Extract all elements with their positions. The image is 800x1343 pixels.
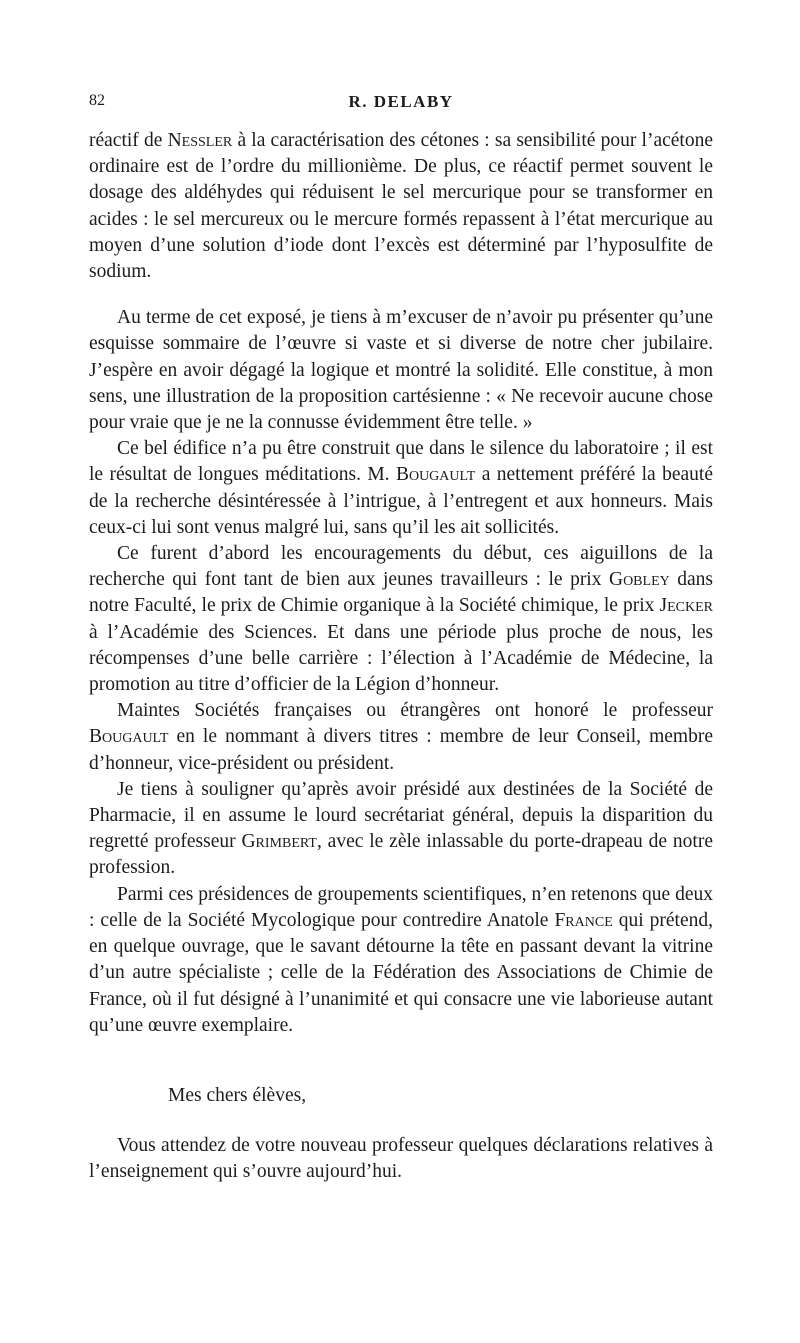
author-name: France: [554, 909, 613, 931]
author-name: Nessler: [167, 130, 233, 151]
salutation: Mes chers élèves,: [168, 1084, 307, 1106]
running-title: R. DELABY: [348, 92, 454, 111]
paragraph-continuation: réactif de Nessler à la caractérisation des cétones : sa sensibilité pour l’acétone ordinaire est de l’ordre du millionième. De plus, ce réactif permet souvent le dosage des aldéhydes qui réduisent le sel mercurique pour se transformer en acides : le sel mercureux ou le mercure formés repassent à l’état mercurique au moyen d’une solution d’iode dont l’excès est déterminé par l’hyposulfite de sodium.: [89, 130, 713, 283]
paragraph: Je tiens à souligner qu’après avoir présidé aux destinées de la Société de Pharmacie, il en assume le lourd secrétariat général, depuis la disparition du regretté professeur Grimbert, avec le zèle inlassable du porte-drapeau de notre profession.: [89, 778, 713, 879]
paragraph: Maintes Sociétés françaises ou étrangères ont honoré le professeur Bougault en le nommant à divers titres : membre de leur Conseil, membre d’honneur, vice-président ou président.: [89, 700, 713, 774]
author-name: Gobley: [608, 569, 670, 591]
author-name: Bougault: [89, 726, 169, 748]
paragraph: Vous attendez de votre nouveau professeur quelques déclarations relatives à l’enseignement qui s’ouvre aujourd’hui.: [89, 1135, 713, 1183]
body-text: [89, 128, 713, 1186]
page-number: 82: [89, 92, 105, 109]
paragraph: Parmi ces présidences de groupements scientifiques, n’en retenons que deux : celle de la Société Mycologique pour contredire Anatole France qui prétend, en quelque ouvrage, que le savant détourne la tête en passant devant la vitrine d’un autre spécialiste ; celle de la Fédération des Associations de Chimie de France, où il fut désigné à l’unanimité et qui consacre une vie laborieuse autant qu’une œuvre exemplaire.: [89, 883, 714, 1036]
author-name: Grimbert: [241, 831, 317, 853]
paragraph: Au terme de cet exposé, je tiens à m’excuser de n’avoir pu présenter qu’une esquisse sommaire de l’œuvre si vaste et si diverse de notre cher jubilaire. J’espère en avoir dégagé la logique et montré la solidité. Elle constitue, à mon sens, une illustration de la proposition cartésienne : « Ne recevoir aucune chose pour vraie que je ne la connusse évidemment être telle. »: [89, 307, 713, 434]
paragraph: Ce bel édifice n’a pu être construit que dans le silence du laboratoire ; il est le résultat de longues méditations. M. Bougault a nettement préféré la beauté de la recherche désintéressée à l’intrigue, à l’entregent et aux honneurs. Mais ceux-ci lui sont venus malgré lui, sans qu’il les ait sollicités.: [89, 438, 713, 538]
page-header: [89, 92, 713, 116]
author-name: Jecker: [659, 595, 713, 617]
author-name: Bougault: [395, 464, 476, 486]
paragraph: Ce furent d’abord les encouragements du début, ces aiguillons de la recherche qui font tant de bien aux jeunes travailleurs : le prix Gobley dans notre Faculté, le prix de Chimie organique à la Société chimique, le prix Jecker à l’Académie des Sciences. Et dans une période plus proche de nous, les récompenses d’une belle carrière : l’élection à l’Académie de Médecine, la promotion au titre d’officier de la Légion d’honneur.: [89, 543, 713, 696]
